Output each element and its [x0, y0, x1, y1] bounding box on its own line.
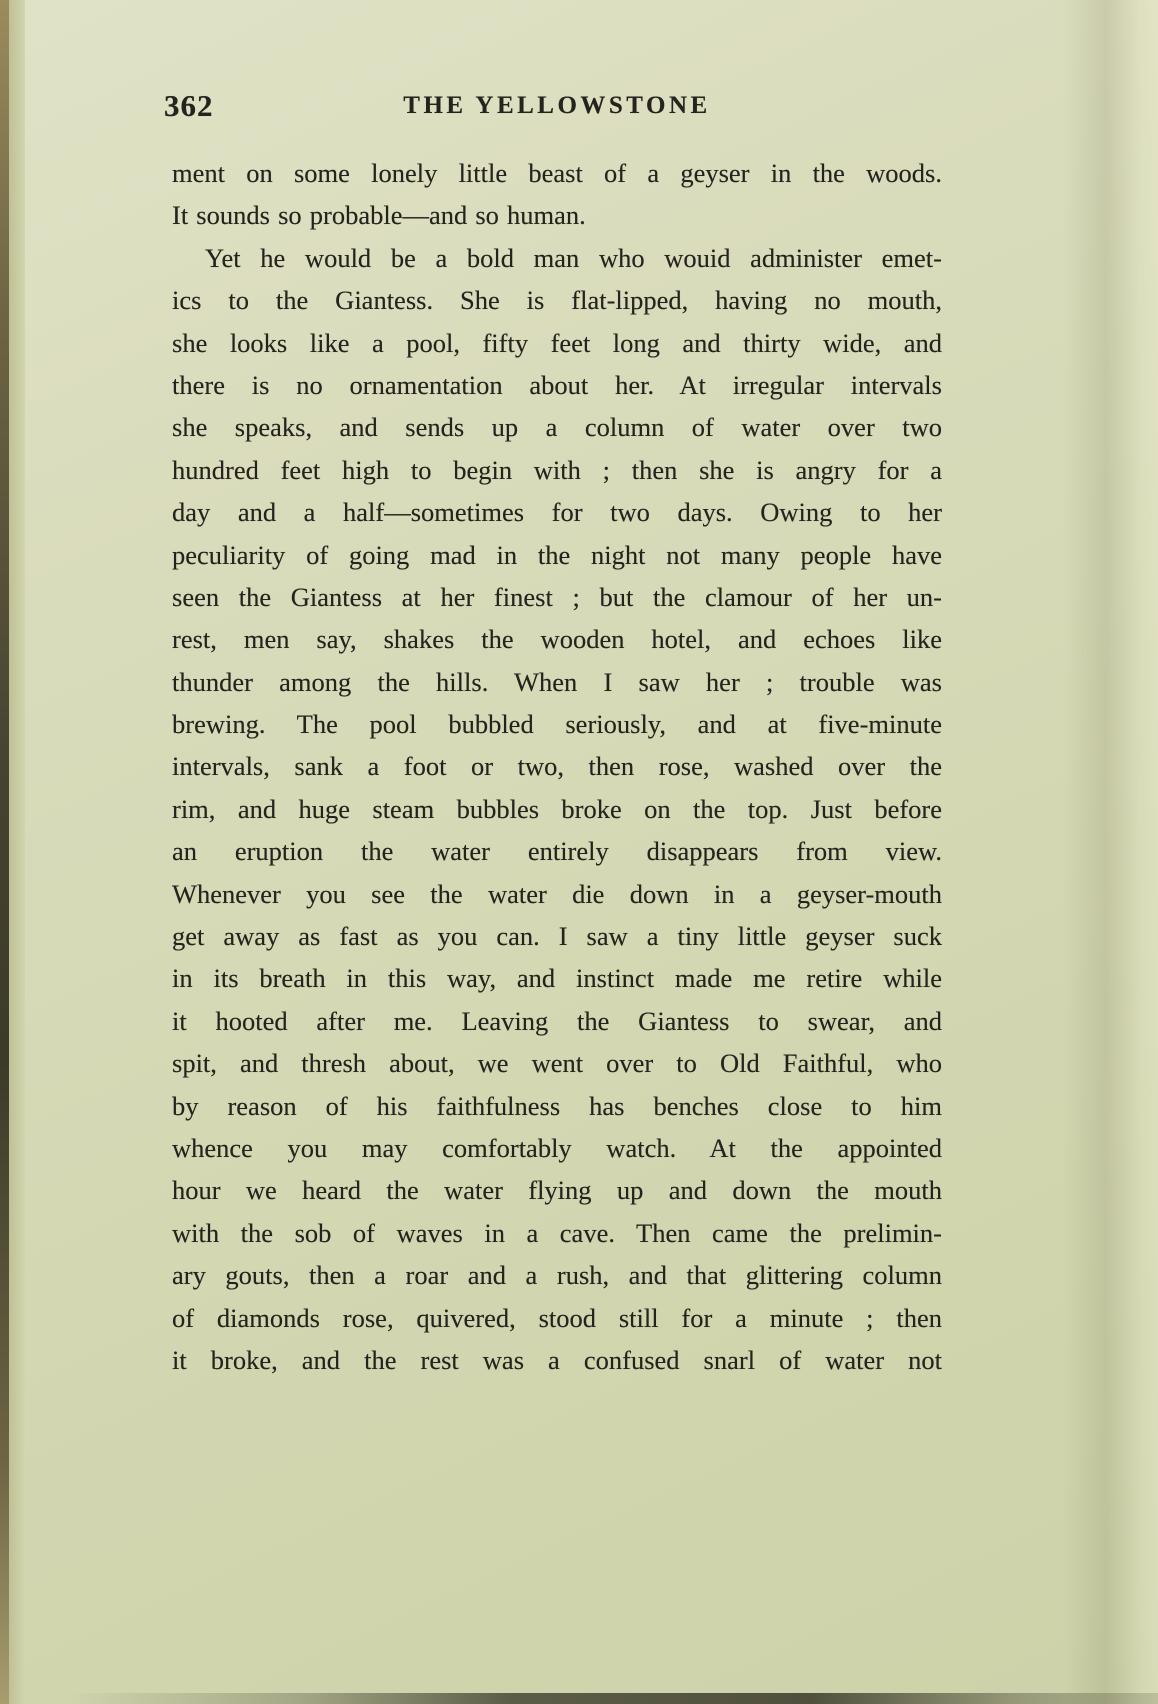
text-column	[172, 152, 942, 1381]
text-line: an eruption the water entirely disappears from view.	[172, 836, 942, 867]
text-line: in its breath in this way, and instinct made me retire while	[172, 963, 942, 994]
text-line: she speaks, and sends up a column of water over two	[172, 412, 942, 443]
running-title: THE YELLOWSTONE	[403, 92, 711, 119]
text-line: ics to the Giantess. She is flat-lipped, having no mouth,	[172, 285, 942, 316]
text-line: rim, and huge steam bubbles broke on the top. Just before	[172, 793, 942, 824]
text-line: Whenever you see the water die down in a geyser-mouth	[172, 878, 942, 909]
text-line: rest, men say, shakes the wooden hotel, and echoes like	[172, 624, 942, 655]
page-curl-shade	[1063, 0, 1158, 1704]
text-line: by reason of his faithfulness has benches close to him	[172, 1090, 942, 1121]
text-line: brewing. The pool bubbled seriously, and at five-minute	[172, 709, 942, 740]
text-line: intervals, sank a foot or two, then rose, washed over the	[172, 751, 942, 782]
paragraph	[172, 237, 942, 1382]
paragraph	[172, 152, 942, 237]
page-number: 362	[164, 88, 214, 123]
text-line: ment on some lonely little beast of a geyser in the woods.	[172, 158, 942, 188]
text-line: it hooted after me. Leaving the Giantess to swear, and	[172, 1005, 942, 1036]
text-line: It sounds so probable—and so human.	[172, 200, 586, 231]
text-line: of diamonds rose, quivered, stood still for a minute ; then	[172, 1302, 942, 1333]
text-line: with the sob of waves in a cave. Then came the prelimin-	[172, 1217, 942, 1248]
text-line: ary gouts, then a roar and a rush, and that glittering column	[172, 1260, 942, 1291]
text-line: spit, and thresh about, we went over to Old Faithful, who	[172, 1048, 942, 1079]
book-spine-edge	[0, 0, 9, 1704]
text-line: thunder among the hills. When I saw her ; trouble was	[172, 666, 942, 697]
text-line: Yet he would be a bold man who wouid administer emet-	[205, 242, 942, 273]
text-line: day and a half—sometimes for two days. Owing to her	[172, 497, 942, 528]
text-line: whence you may comfortably watch. At the appointed	[172, 1132, 942, 1163]
page-bottom-shadow	[0, 1693, 1158, 1704]
text-line: peculiarity of going mad in the night not many people have	[172, 539, 942, 570]
text-line: it broke, and the rest was a confused snarl of water not	[172, 1344, 942, 1375]
text-line: there is no ornamentation about her. At irregular intervals	[172, 369, 942, 400]
text-line: hour we heard the water flying up and down the mouth	[172, 1175, 942, 1206]
text-line: hundred feet high to begin with ; then she is angry for a	[172, 454, 942, 485]
page-header	[164, 88, 942, 130]
text-line: seen the Giantess at her finest ; but the clamour of her un-	[172, 581, 942, 612]
text-line: get away as fast as you can. I saw a tiny little geyser suck	[172, 921, 942, 952]
page-edge-highlight	[9, 0, 25, 1704]
text-line: she looks like a pool, fifty feet long and thirty wide, and	[172, 327, 942, 358]
